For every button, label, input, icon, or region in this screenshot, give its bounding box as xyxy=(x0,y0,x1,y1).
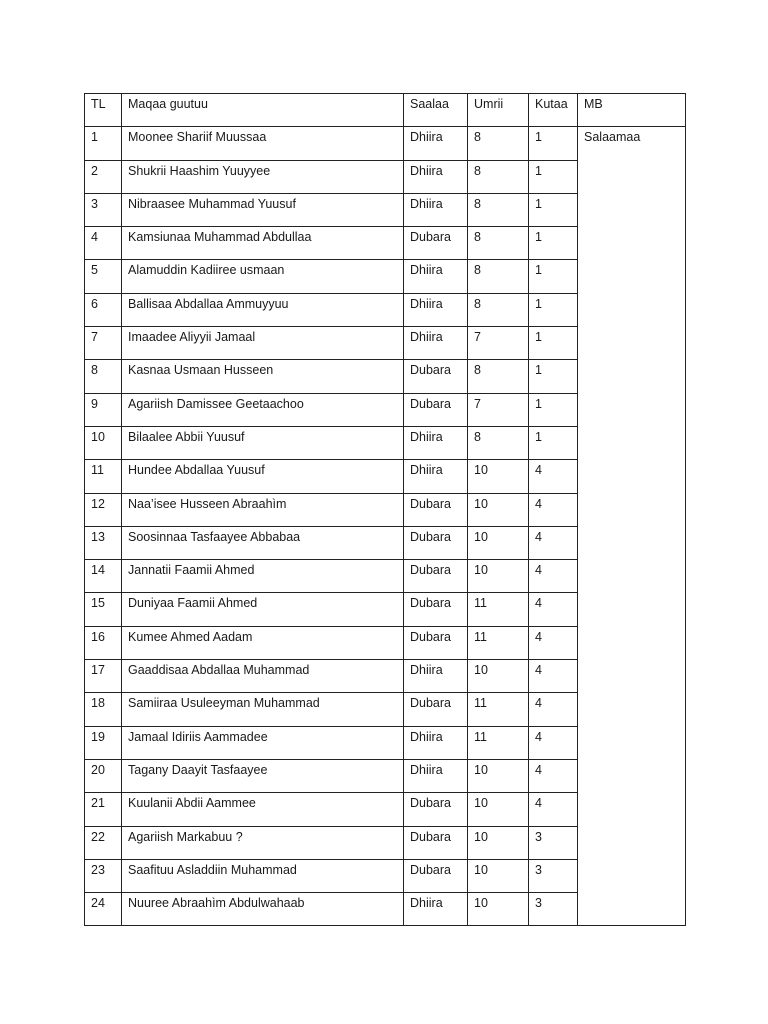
student-grade: 1 xyxy=(529,393,578,426)
row-number: 24 xyxy=(85,893,122,926)
student-age: 8 xyxy=(468,360,529,393)
student-grade: 3 xyxy=(529,826,578,859)
student-grade: 1 xyxy=(529,360,578,393)
row-number: 1 xyxy=(85,127,122,160)
student-sex: Dubara xyxy=(404,626,468,659)
student-grade: 4 xyxy=(529,626,578,659)
student-grade: 1 xyxy=(529,260,578,293)
student-grade: 4 xyxy=(529,726,578,759)
student-sex: Dhiira xyxy=(404,127,468,160)
student-name: Kuulanii Abdii Aammee xyxy=(122,793,404,826)
student-grade: 1 xyxy=(529,293,578,326)
row-number: 8 xyxy=(85,360,122,393)
student-age: 10 xyxy=(468,859,529,892)
student-name: Jannatii Faamii Ahmed xyxy=(122,560,404,593)
student-sex: Dhiira xyxy=(404,660,468,693)
student-name: Hundee Abdallaa Yuusuf xyxy=(122,460,404,493)
student-name: Duniyaa Faamii Ahmed xyxy=(122,593,404,626)
student-name: Samiiraa Usuleeyman Muhammad xyxy=(122,693,404,726)
student-grade: 1 xyxy=(529,193,578,226)
student-grade: 4 xyxy=(529,493,578,526)
student-grade: 3 xyxy=(529,859,578,892)
row-number: 5 xyxy=(85,260,122,293)
student-grade: 4 xyxy=(529,793,578,826)
row-number: 6 xyxy=(85,293,122,326)
student-name: Agariish Damissee Geetaachoo xyxy=(122,393,404,426)
student-grade: 4 xyxy=(529,460,578,493)
student-name: Jamaal Idiriis Aammadee xyxy=(122,726,404,759)
student-age: 11 xyxy=(468,593,529,626)
student-name: Naa’isee Husseen Abraahìm xyxy=(122,493,404,526)
student-sex: Dubara xyxy=(404,393,468,426)
table-row xyxy=(85,127,686,160)
student-name: Imaadee Aliyyii Jamaal xyxy=(122,327,404,360)
student-sex: Dubara xyxy=(404,227,468,260)
student-name: Gaaddisaa Abdallaa Muhammad xyxy=(122,660,404,693)
student-age: 8 xyxy=(468,160,529,193)
student-age: 10 xyxy=(468,793,529,826)
row-number: 11 xyxy=(85,460,122,493)
student-sex: Dhiira xyxy=(404,893,468,926)
student-sex: Dhiira xyxy=(404,293,468,326)
student-sex: Dubara xyxy=(404,593,468,626)
row-number: 12 xyxy=(85,493,122,526)
student-sex: Dhiira xyxy=(404,327,468,360)
student-grade: 1 xyxy=(529,327,578,360)
student-age: 7 xyxy=(468,393,529,426)
student-sex: Dubara xyxy=(404,793,468,826)
student-name: Nuuree Abraahìm Abdulwahaab xyxy=(122,893,404,926)
row-number: 14 xyxy=(85,560,122,593)
row-number: 4 xyxy=(85,227,122,260)
student-grade: 1 xyxy=(529,160,578,193)
header-age: Umrii xyxy=(468,94,529,127)
student-age: 8 xyxy=(468,127,529,160)
student-sex: Dhiira xyxy=(404,460,468,493)
student-age: 8 xyxy=(468,293,529,326)
student-sex: Dubara xyxy=(404,360,468,393)
table-body xyxy=(85,127,686,926)
row-number: 2 xyxy=(85,160,122,193)
student-sex: Dhiira xyxy=(404,193,468,226)
student-age: 11 xyxy=(468,626,529,659)
student-name: Kumee Ahmed Aadam xyxy=(122,626,404,659)
student-sex: Dubara xyxy=(404,693,468,726)
student-age: 11 xyxy=(468,693,529,726)
row-number: 19 xyxy=(85,726,122,759)
student-sex: Dubara xyxy=(404,560,468,593)
student-grade: 4 xyxy=(529,560,578,593)
mb-cell: Salaamaa xyxy=(578,127,686,926)
student-age: 11 xyxy=(468,726,529,759)
student-age: 7 xyxy=(468,327,529,360)
student-grade: 4 xyxy=(529,593,578,626)
header-tl: TL xyxy=(85,94,122,127)
student-roster-table xyxy=(84,93,686,926)
student-age: 10 xyxy=(468,759,529,792)
row-number: 23 xyxy=(85,859,122,892)
student-grade: 1 xyxy=(529,127,578,160)
student-grade: 3 xyxy=(529,893,578,926)
student-sex: Dhiira xyxy=(404,726,468,759)
student-sex: Dhiira xyxy=(404,759,468,792)
student-sex: Dubara xyxy=(404,826,468,859)
student-name: Moonee Shariif Muussaa xyxy=(122,127,404,160)
student-sex: Dhiira xyxy=(404,426,468,459)
row-number: 15 xyxy=(85,593,122,626)
student-sex: Dubara xyxy=(404,493,468,526)
student-age: 8 xyxy=(468,227,529,260)
student-sex: Dubara xyxy=(404,859,468,892)
student-name: Kasnaa Usmaan Husseen xyxy=(122,360,404,393)
student-age: 10 xyxy=(468,526,529,559)
student-sex: Dhiira xyxy=(404,160,468,193)
row-number: 13 xyxy=(85,526,122,559)
table-header-row xyxy=(85,94,686,127)
row-number: 9 xyxy=(85,393,122,426)
student-name: Saafituu Asladdiin Muhammad xyxy=(122,859,404,892)
student-age: 8 xyxy=(468,260,529,293)
student-age: 10 xyxy=(468,893,529,926)
student-sex: Dubara xyxy=(404,526,468,559)
student-age: 10 xyxy=(468,826,529,859)
header-mb: MB xyxy=(578,94,686,127)
student-age: 10 xyxy=(468,460,529,493)
student-name: Ballisaa Abdallaa Ammuyyuu xyxy=(122,293,404,326)
student-name: Alamuddin Kadiiree usmaan xyxy=(122,260,404,293)
row-number: 22 xyxy=(85,826,122,859)
student-name: Agariish Markabuu ? xyxy=(122,826,404,859)
header-sex: Saalaa xyxy=(404,94,468,127)
student-age: 10 xyxy=(468,660,529,693)
row-number: 17 xyxy=(85,660,122,693)
row-number: 18 xyxy=(85,693,122,726)
row-number: 16 xyxy=(85,626,122,659)
row-number: 20 xyxy=(85,759,122,792)
student-sex: Dhiira xyxy=(404,260,468,293)
student-name: Soosinnaa Tasfaayee Abbabaa xyxy=(122,526,404,559)
row-number: 3 xyxy=(85,193,122,226)
student-grade: 4 xyxy=(529,526,578,559)
student-name: Tagany Daayit Tasfaayee xyxy=(122,759,404,792)
row-number: 7 xyxy=(85,327,122,360)
student-age: 8 xyxy=(468,426,529,459)
student-age: 10 xyxy=(468,560,529,593)
student-age: 8 xyxy=(468,193,529,226)
student-grade: 4 xyxy=(529,759,578,792)
student-grade: 4 xyxy=(529,693,578,726)
student-age: 10 xyxy=(468,493,529,526)
student-grade: 1 xyxy=(529,426,578,459)
student-name: Shukrii Haashim Yuuyyee xyxy=(122,160,404,193)
header-grade: Kutaa xyxy=(529,94,578,127)
row-number: 21 xyxy=(85,793,122,826)
student-grade: 4 xyxy=(529,660,578,693)
header-name: Maqaa guutuu xyxy=(122,94,404,127)
student-name: Bilaalee Abbii Yuusuf xyxy=(122,426,404,459)
row-number: 10 xyxy=(85,426,122,459)
student-name: Nibraasee Muhammad Yuusuf xyxy=(122,193,404,226)
student-grade: 1 xyxy=(529,227,578,260)
student-name: Kamsiunaa Muhammad Abdullaa xyxy=(122,227,404,260)
